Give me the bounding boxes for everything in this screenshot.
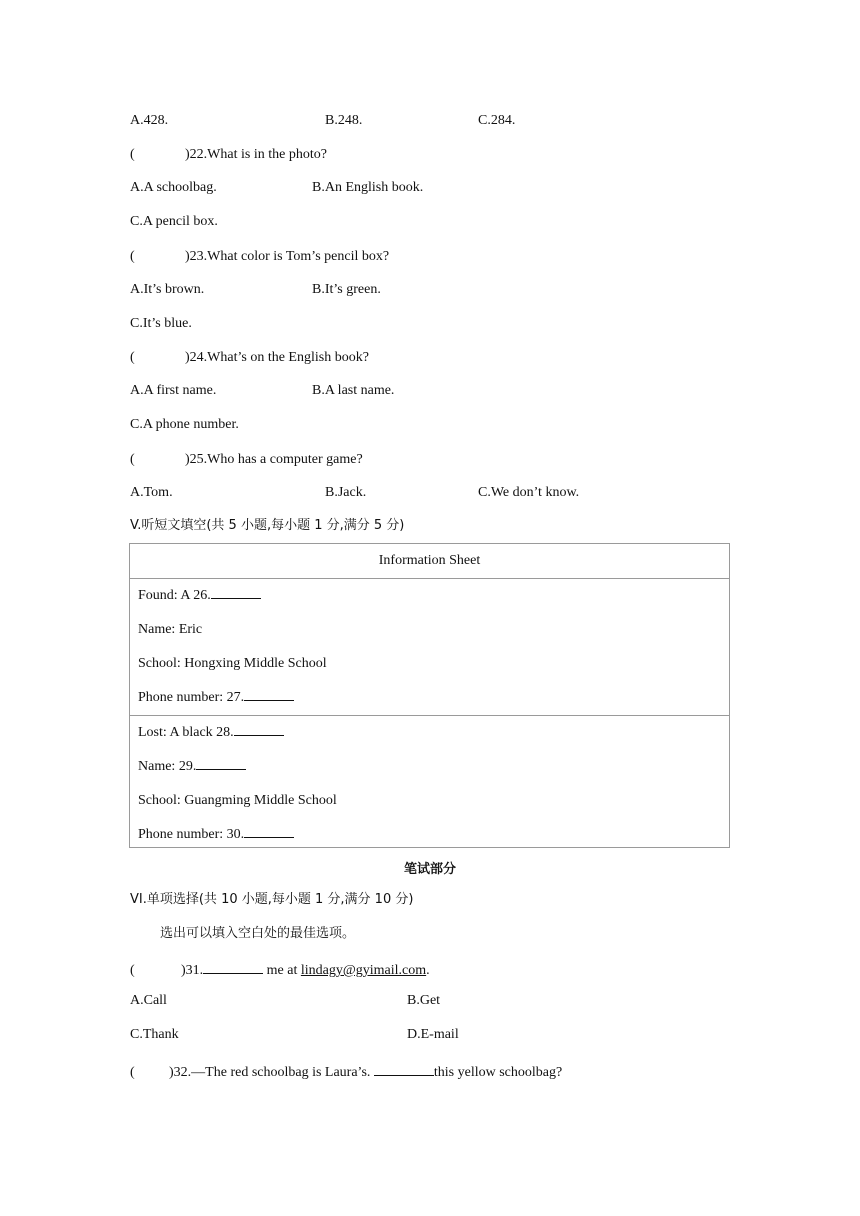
q23-close-paren: ) [185, 249, 190, 264]
answer-blank-29 [196, 755, 246, 770]
q32-open-paren: ( [130, 1065, 135, 1080]
q31-close-paren: ) [181, 963, 186, 978]
answer-blank-26 [211, 584, 261, 599]
written-part-heading: 笔试部分 [403, 862, 456, 877]
found-item-label: Found: A 26. [138, 588, 211, 603]
lost-item-label: Lost: A black 28. [138, 725, 234, 740]
q24-stem: 24.What’s on the English book? [189, 350, 369, 365]
q21-option-b: B.248. [325, 113, 363, 128]
information-sheet-header: Information Sheet [130, 544, 729, 579]
q23-option-b: B.It’s green. [312, 282, 381, 297]
found-school-row: School: Hongxing Middle School [138, 656, 327, 671]
lost-school-row: School: Guangming Middle School [138, 793, 337, 808]
q32-stem-after: this yellow schoolbag? [433, 1065, 563, 1080]
q22-stem-line [130, 146, 327, 164]
q22-option-a: A.A schoolbag. [130, 180, 217, 195]
q23-stem: 23.What color is Tom’s pencil box? [189, 249, 390, 264]
section-5-title: V.听短文填空(共 5 小题,每小题 1 分,满分 5 分) [130, 518, 405, 533]
q31-option-a: A.Call [130, 993, 167, 1008]
lost-name-row [130, 750, 729, 784]
q22-option-c: C.A pencil box. [130, 214, 218, 229]
q31-open-paren: ( [130, 963, 135, 978]
q22-stem: 22.What is in the photo? [189, 147, 327, 162]
q25-open-paren: ( [130, 452, 135, 467]
q21-option-c: C.284. [478, 113, 516, 128]
q25-option-a: A.Tom. [130, 485, 173, 500]
lost-block [130, 716, 729, 852]
q32-stem-line [130, 1061, 562, 1082]
q24-close-paren: ) [185, 350, 190, 365]
q32-answer-blank [374, 1061, 434, 1076]
section-6-instruction: 选出可以填入空白处的最佳选项。 [160, 926, 356, 941]
q22-close-paren: ) [185, 147, 190, 162]
q31-option-b: B.Get [407, 993, 441, 1008]
q25-stem-line [130, 451, 363, 469]
q24-option-a: A.A first name. [130, 383, 217, 398]
q31-stem-line [130, 959, 430, 980]
q24-option-b: B.A last name. [312, 383, 395, 398]
q23-option-c: C.It’s blue. [130, 316, 192, 331]
q21-option-a: A.428. [130, 113, 169, 128]
q31-stem-text: me at [263, 963, 301, 978]
q25-option-b: B.Jack. [325, 485, 367, 500]
q31-number: 31. [185, 963, 204, 978]
answer-blank-30 [244, 823, 294, 838]
q31-end: . [426, 963, 430, 978]
lost-phone-label: Phone number: 30. [138, 827, 245, 842]
found-phone-row [130, 681, 729, 715]
found-item-row [130, 579, 729, 613]
lost-item-row [130, 716, 729, 750]
q31-option-d: D.E-mail [407, 1027, 459, 1042]
q31-option-c: C.Thank [130, 1027, 179, 1042]
found-phone-label: Phone number: 27. [138, 690, 245, 705]
q32-stem-before: 32.—The red schoolbag is Laura’s. [173, 1065, 374, 1080]
q31-answer-blank [203, 959, 263, 974]
q32-close-paren: ) [169, 1065, 174, 1080]
q25-option-c: C.We don’t know. [478, 485, 580, 500]
q24-open-paren: ( [130, 350, 135, 365]
q25-close-paren: ) [185, 452, 190, 467]
q31-email-link[interactable]: lindagy@gyimail.com [300, 963, 427, 978]
found-name-row: Name: Eric [138, 622, 203, 637]
section-6-title: VI.单项选择(共 10 小题,每小题 1 分,满分 10 分) [130, 892, 414, 907]
q23-option-a: A.It’s brown. [130, 282, 205, 297]
found-block [130, 579, 729, 716]
lost-phone-row [130, 818, 729, 852]
answer-blank-27 [244, 686, 294, 701]
q24-stem-line [130, 349, 369, 367]
q22-open-paren: ( [130, 147, 135, 162]
information-sheet-table [129, 543, 730, 848]
q24-option-c: C.A phone number. [130, 417, 239, 432]
q25-stem: 25.Who has a computer game? [189, 452, 363, 467]
lost-name-label: Name: 29. [138, 759, 197, 774]
q23-stem-line [130, 248, 389, 266]
q22-option-b: B.An English book. [312, 180, 424, 195]
answer-blank-28 [234, 721, 284, 736]
q23-open-paren: ( [130, 249, 135, 264]
